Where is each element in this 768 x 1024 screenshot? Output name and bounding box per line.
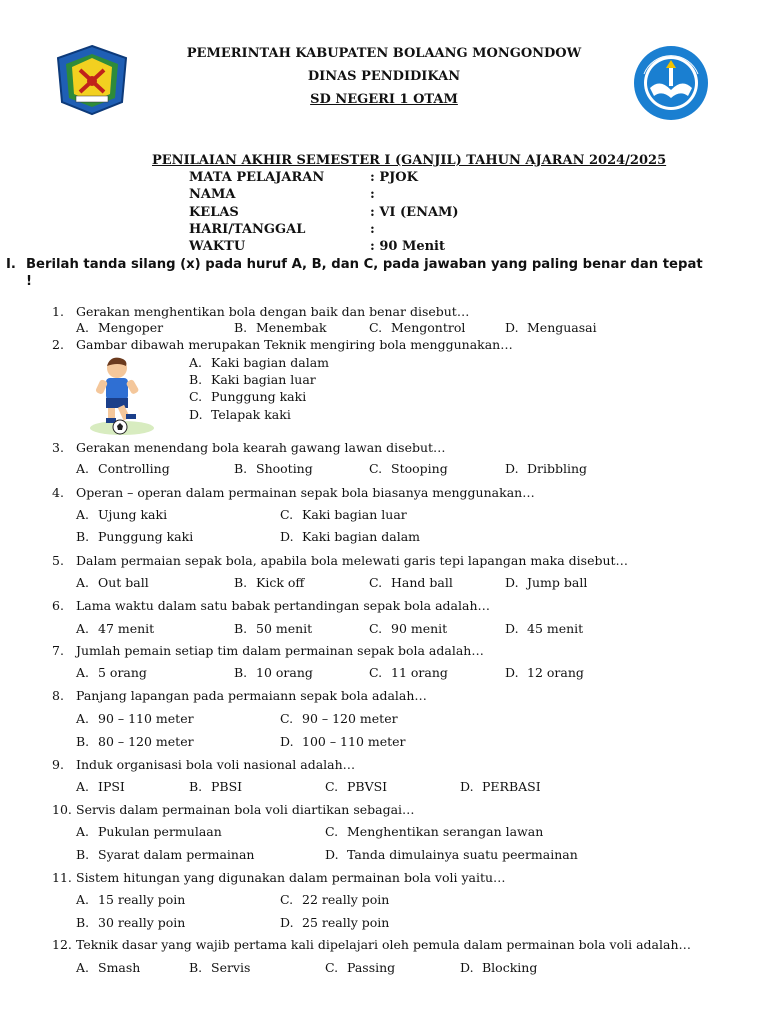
field-value-date: : xyxy=(370,222,375,237)
option-letter: A. xyxy=(76,779,90,794)
option-11-b[interactable] xyxy=(76,915,185,930)
option-12-d[interactable] xyxy=(460,960,537,975)
option-text: Kaki bagian luar xyxy=(211,372,316,387)
option-5-d[interactable] xyxy=(505,575,587,590)
option-text: 47 menit xyxy=(98,621,155,636)
question-8 xyxy=(52,688,427,703)
option-6-c[interactable] xyxy=(369,621,447,636)
option-3-a[interactable] xyxy=(76,461,170,476)
option-text: Pukulan permulaan xyxy=(98,824,222,839)
option-letter: C. xyxy=(369,665,383,680)
question-text: Operan – operan dalam permainan sepak bola biasanya menggunakan… xyxy=(76,485,535,500)
question-number: 1. xyxy=(52,304,64,319)
question-9 xyxy=(52,757,355,772)
option-text: 11 orang xyxy=(391,665,448,680)
option-4-c[interactable] xyxy=(280,507,407,522)
option-8-b[interactable] xyxy=(76,734,194,749)
option-text: Stooping xyxy=(391,461,448,476)
question-number: 8. xyxy=(52,688,64,703)
option-text: Hand ball xyxy=(391,575,453,590)
question-12 xyxy=(52,937,691,952)
option-text: Controlling xyxy=(98,461,170,476)
field-value-class: : VI (ENAM) xyxy=(370,205,459,220)
option-text: Kick off xyxy=(256,575,305,590)
field-value-name: : xyxy=(370,187,375,202)
question-text: Servis dalam permainan bola voli diartikan sebagai… xyxy=(76,802,415,817)
option-text: 90 menit xyxy=(391,621,448,636)
option-letter: B. xyxy=(76,529,90,544)
soccer-player-image xyxy=(84,354,156,438)
question-2 xyxy=(52,337,513,352)
option-letter: D. xyxy=(280,734,294,749)
question-text: Sistem hitungan yang digunakan dalam permainan bola voli yaitu… xyxy=(76,870,506,885)
option-3-b[interactable] xyxy=(234,461,313,476)
option-letter: D. xyxy=(505,621,519,636)
option-letter: C. xyxy=(280,507,294,522)
option-9-c[interactable] xyxy=(325,779,387,794)
option-4-d[interactable] xyxy=(280,529,420,544)
option-letter: C. xyxy=(325,779,339,794)
field-label-time: WAKTU xyxy=(189,239,246,254)
option-text: Jump ball xyxy=(527,575,588,590)
option-11-c[interactable] xyxy=(280,892,389,907)
option-letter: C. xyxy=(325,960,339,975)
header-department: DINAS PENDIDIKAN xyxy=(307,69,461,84)
option-text: PBVSI xyxy=(347,779,388,794)
option-3-c[interactable] xyxy=(369,461,448,476)
option-9-b[interactable] xyxy=(189,779,242,794)
option-text: Passing xyxy=(347,960,396,975)
option-letter: D. xyxy=(280,915,294,930)
option-letter: B. xyxy=(234,621,248,636)
option-text: 5 orang xyxy=(98,665,147,680)
exam-title: PENILAIAN AKHIR SEMESTER I (GANJIL) TAHUN AJARAN 2024/2025 xyxy=(152,153,667,168)
option-letter: B. xyxy=(234,320,248,335)
option-4-a[interactable] xyxy=(76,507,167,522)
option-6-a[interactable] xyxy=(76,621,154,636)
option-text: Menembak xyxy=(256,320,327,335)
option-text: 12 orang xyxy=(527,665,584,680)
field-value-subject: : PJOK xyxy=(370,170,418,185)
option-letter: A. xyxy=(76,320,90,335)
option-5-b[interactable] xyxy=(234,575,304,590)
option-text: Punggung kaki xyxy=(211,389,307,404)
option-7-d[interactable] xyxy=(505,665,584,680)
option-letter: B. xyxy=(189,779,203,794)
option-10-d[interactable] xyxy=(325,847,578,862)
option-letter: A. xyxy=(76,665,90,680)
option-letter: D. xyxy=(325,847,339,862)
option-text: PBSI xyxy=(211,779,243,794)
option-text: Mengoper xyxy=(98,320,164,335)
question-3 xyxy=(52,440,446,455)
question-number: 2. xyxy=(52,337,64,352)
option-text: Blocking xyxy=(482,960,538,975)
option-letter: D. xyxy=(505,461,519,476)
question-10 xyxy=(52,802,415,817)
option-text: Smash xyxy=(98,960,141,975)
question-11 xyxy=(52,870,506,885)
option-text: 90 – 120 meter xyxy=(302,711,398,726)
option-letter: C. xyxy=(189,389,203,404)
option-letter: D. xyxy=(505,575,519,590)
option-letter: A. xyxy=(189,355,203,370)
option-text: 25 really poin xyxy=(302,915,390,930)
option-1-a[interactable] xyxy=(76,320,163,335)
option-letter: A. xyxy=(76,507,90,522)
question-number: 10. xyxy=(52,802,72,817)
question-text: Jumlah pemain setiap tim dalam permainan sepak bola adalah… xyxy=(76,643,484,658)
option-7-c[interactable] xyxy=(369,665,448,680)
option-10-c[interactable] xyxy=(325,824,543,839)
question-number: 7. xyxy=(52,643,64,658)
option-letter: C. xyxy=(325,824,339,839)
option-letter: B. xyxy=(234,665,248,680)
option-1-b[interactable] xyxy=(234,320,327,335)
option-text: 15 really poin xyxy=(98,892,186,907)
option-1-d[interactable] xyxy=(505,320,597,335)
option-4-b[interactable] xyxy=(76,529,193,544)
option-text: Kaki bagian dalam xyxy=(302,529,421,544)
option-letter: D. xyxy=(460,779,474,794)
option-text: 80 – 120 meter xyxy=(98,734,194,749)
option-text: IPSI xyxy=(98,779,125,794)
option-letter: A. xyxy=(76,575,90,590)
question-text: Induk organisasi bola voli nasional adalah… xyxy=(76,757,356,772)
option-text: Shooting xyxy=(256,461,313,476)
option-text: 22 really poin xyxy=(302,892,390,907)
option-1-c[interactable] xyxy=(369,320,465,335)
option-letter: B. xyxy=(234,575,248,590)
question-7 xyxy=(52,643,484,658)
section-number: I. xyxy=(6,257,16,272)
field-value-time: : 90 Menit xyxy=(370,239,445,254)
option-letter: C. xyxy=(369,621,383,636)
option-8-c[interactable] xyxy=(280,711,398,726)
option-5-a[interactable] xyxy=(76,575,149,590)
option-text: Tanda dimulainya suatu peermainan xyxy=(347,847,578,862)
option-6-b[interactable] xyxy=(234,621,312,636)
option-text: 90 – 110 meter xyxy=(98,711,194,726)
question-text: Dalam permaian sepak bola, apabila bola melewati garis tepi lapangan maka disebut… xyxy=(76,553,629,568)
option-text: Servis xyxy=(211,960,251,975)
option-letter: B. xyxy=(76,734,90,749)
option-letter: B. xyxy=(189,372,203,387)
question-text: Gerakan menendang bola kearah gawang lawan disebut… xyxy=(76,440,446,455)
option-letter: A. xyxy=(76,824,90,839)
option-text: 10 orang xyxy=(256,665,313,680)
field-label-date: HARI/TANGGAL xyxy=(189,222,306,237)
question-number: 11. xyxy=(52,870,72,885)
header-school: SD NEGERI 1 OTAM xyxy=(310,92,458,107)
option-8-a[interactable] xyxy=(76,711,194,726)
question-text: Lama waktu dalam satu babak pertandingan sepak bola adalah… xyxy=(76,598,491,613)
option-letter: D. xyxy=(460,960,474,975)
option-letter: C. xyxy=(369,575,383,590)
option-7-b[interactable] xyxy=(234,665,313,680)
option-text: Menguasai xyxy=(527,320,597,335)
option-letter: A. xyxy=(76,461,90,476)
option-text: 50 menit xyxy=(256,621,313,636)
option-text: 100 – 110 meter xyxy=(302,734,406,749)
question-number: 9. xyxy=(52,757,64,772)
question-text: Panjang lapangan pada permaiann sepak bola adalah… xyxy=(76,688,427,703)
field-label-class: KELAS xyxy=(189,205,239,220)
question-number: 6. xyxy=(52,598,64,613)
option-letter: D. xyxy=(280,529,294,544)
option-letter: A. xyxy=(76,960,90,975)
option-text: Mengontrol xyxy=(391,320,466,335)
question-text: Gerakan menghentikan bola dengan baik dan benar disebut… xyxy=(76,304,470,319)
option-letter: B. xyxy=(234,461,248,476)
question-number: 4. xyxy=(52,485,64,500)
option-letter: B. xyxy=(76,847,90,862)
question-4 xyxy=(52,485,535,500)
option-2-a[interactable] xyxy=(189,355,329,370)
option-5-c[interactable] xyxy=(369,575,453,590)
option-8-d[interactable] xyxy=(280,734,406,749)
question-6 xyxy=(52,598,490,613)
option-text: Telapak kaki xyxy=(211,407,291,422)
option-letter: D. xyxy=(505,320,519,335)
option-text: PERBASI xyxy=(482,779,541,794)
option-letter: B. xyxy=(189,960,203,975)
option-12-a[interactable] xyxy=(76,960,140,975)
question-number: 3. xyxy=(52,440,64,455)
option-text: 45 menit xyxy=(527,621,584,636)
question-text: Teknik dasar yang wajib pertama kali dipelajari oleh pemula dalam permainan bola voli adalah… xyxy=(76,937,692,952)
option-9-d[interactable] xyxy=(460,779,541,794)
option-letter: B. xyxy=(76,915,90,930)
option-12-c[interactable] xyxy=(325,960,395,975)
question-5 xyxy=(52,553,628,568)
question-number: 5. xyxy=(52,553,64,568)
option-letter: C. xyxy=(280,892,294,907)
option-text: 30 really poin xyxy=(98,915,186,930)
option-11-d[interactable] xyxy=(280,915,389,930)
option-10-a[interactable] xyxy=(76,824,222,839)
option-7-a[interactable] xyxy=(76,665,147,680)
option-text: Out ball xyxy=(98,575,149,590)
option-2-c[interactable] xyxy=(189,389,306,404)
question-text: Gambar dibawah merupakan Teknik mengiring bola menggunakan… xyxy=(76,337,513,352)
option-text: Punggung kaki xyxy=(98,529,194,544)
option-text: Dribbling xyxy=(527,461,588,476)
option-text: Ujung kaki xyxy=(98,507,168,522)
option-10-b[interactable] xyxy=(76,847,254,862)
field-label-name: NAMA xyxy=(189,187,236,202)
option-letter: C. xyxy=(369,461,383,476)
option-letter: A. xyxy=(76,621,90,636)
option-text: Menghentikan serangan lawan xyxy=(347,824,544,839)
option-9-a[interactable] xyxy=(76,779,125,794)
header-government: PEMERINTAH KABUPATEN BOLAANG MONGONDOW xyxy=(186,46,582,61)
option-2-b[interactable] xyxy=(189,372,316,387)
section-instruction-text: Berilah tanda silang (x) pada huruf A, B, dan C, pada jawaban yang paling benar dan tepat ! xyxy=(26,257,703,289)
option-6-d[interactable] xyxy=(505,621,583,636)
option-letter: A. xyxy=(76,892,90,907)
question-1 xyxy=(52,304,469,319)
option-letter: A. xyxy=(76,711,90,726)
option-12-b[interactable] xyxy=(189,960,250,975)
option-2-d[interactable] xyxy=(189,407,291,422)
option-text: Kaki bagian dalam xyxy=(211,355,330,370)
option-3-d[interactable] xyxy=(505,461,587,476)
question-number: 12. xyxy=(52,937,72,952)
field-label-subject: MATA PELAJARAN xyxy=(189,170,325,185)
option-letter: C. xyxy=(369,320,383,335)
option-letter: D. xyxy=(505,665,519,680)
option-text: Kaki bagian luar xyxy=(302,507,407,522)
option-text: Syarat dalam permainan xyxy=(98,847,255,862)
option-letter: D. xyxy=(189,407,203,422)
option-letter: C. xyxy=(280,711,294,726)
option-11-a[interactable] xyxy=(76,892,185,907)
